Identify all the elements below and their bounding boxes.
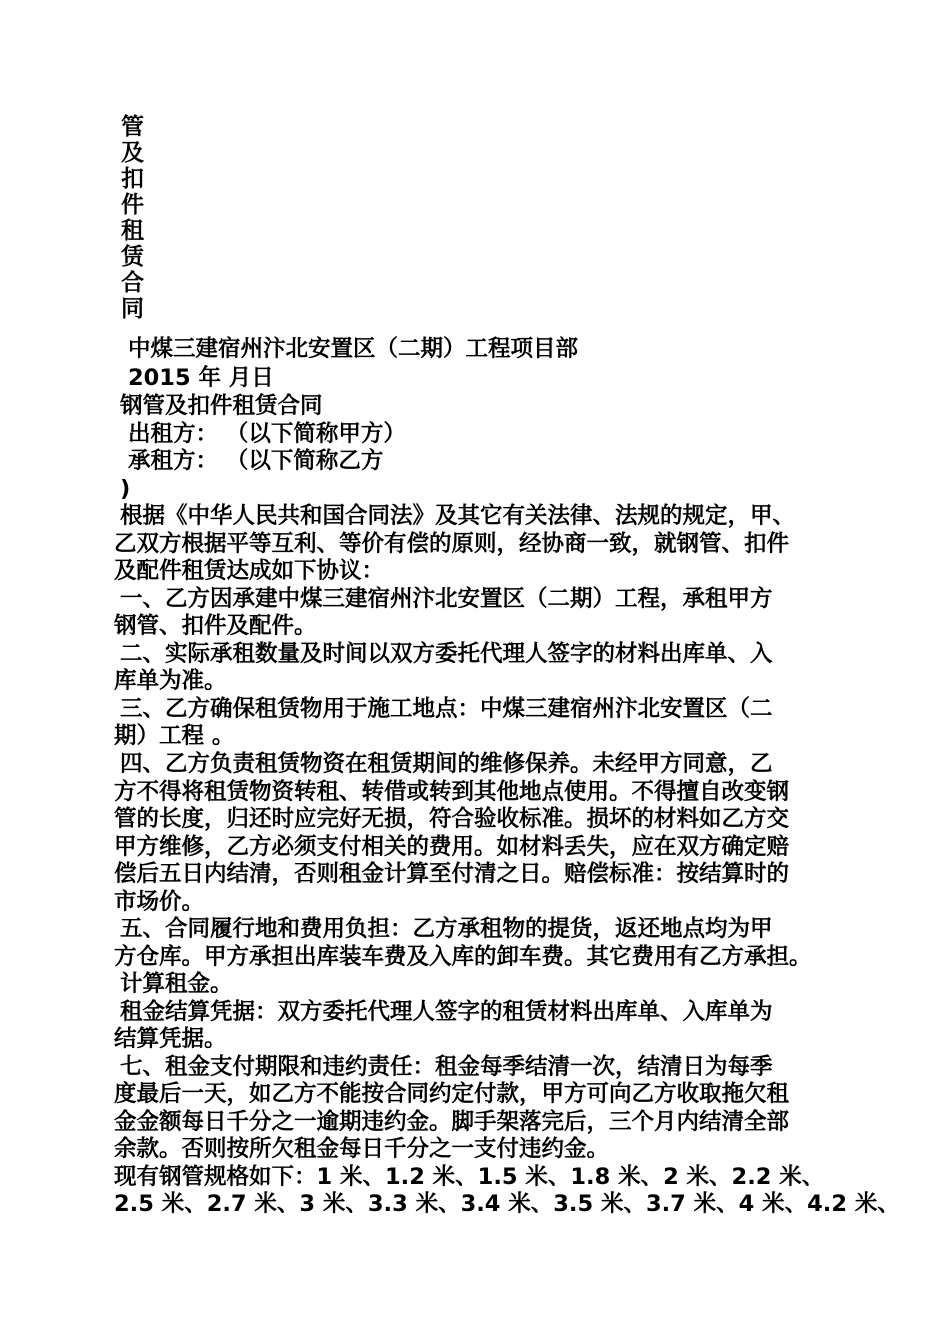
text-line: 管的长度，归还时应完好无损，符合验收标准。损坏的材料如乙方交 [114,806,790,832]
text-line: 结算凭据。 [114,1026,227,1052]
clause-three: 三、乙方确保租赁物用于施工地点：中煤三建宿州汴北安置区（二 [120,696,773,722]
vertical-title [121,114,151,322]
text-line: 方仓库。甲方承担出库装车费及入库的卸车费。其它费用有乙方承担。 [114,944,812,970]
clause-one: 一、乙方因承建中煤三建宿州汴北安置区（二期）工程，承租甲方 [120,586,773,612]
contract-title: 钢管及扣件租赁合同 [120,393,323,419]
clause-two: 二、实际承租数量及时间以双方委托代理人签字的材料出库单、入 [120,641,773,667]
title-char: 及 [121,140,144,166]
clause-five: 五、合同履行地和费用负担：乙方承租物的提货，返还地点均为甲 [120,916,773,942]
title-char: 管 [121,114,144,140]
text-line: 余款。否则按所欠租金每日千分之一支付违约金。 [114,1136,610,1162]
text-line: 钢管、扣件及配件。 [114,613,317,639]
title-char: 同 [121,296,144,322]
text-line: 及配件租赁达成如下协议： [114,558,385,584]
text-line: ) [120,476,131,502]
text-line: 根据《中华人民共和国合同法》及其它有关法律、法规的规定，甲、 [120,503,796,529]
title-char: 扣 [121,166,144,192]
rent-settlement: 租金结算凭据：双方委托代理人签字的租赁材料出库单、入库单为 [120,999,773,1025]
lessee-line: 承租方： （以下简称乙方 [128,448,384,474]
lessor-line: 出租方： （以下简称甲方） [128,421,406,447]
text-line: 度最后一天，如乙方不能按合同约定付款，甲方可向乙方收取拖欠租 [114,1081,790,1107]
clause-four: 四、乙方负责租赁物资在租赁期间的维修保养。未经甲方同意，乙 [120,751,773,777]
text-line: 库单为准。 [114,668,227,694]
text-line: 2.5 米、2.7 米、3 米、3.3 米、3.4 米、3.5 米、3.7 米、4 米、4.2 米、 [114,1191,900,1217]
text-line: 金金额每日千分之一逾期违约金。脚手架落完后，三个月内结清全部 [114,1109,790,1135]
text-line: 期）工程 。 [114,723,235,749]
pipe-specs: 现有钢管规格如下：1 米、1.2 米、1.5 米、1.8 米、2 米、2.2 米、 [114,1164,825,1190]
title-char: 租 [121,218,144,244]
text-line: 偿后五日内结清，否则租金计算至付清之日。赔偿标准：按结算时的 [114,861,790,887]
text-line: 甲方维修，乙方必须支付相关的费用。如材料丢失，应在双方确定赔 [114,834,790,860]
text-line: 方不得将租赁物资转租、转借或转到其他地点使用。不得擅自改变钢 [114,779,790,805]
title-char: 件 [121,192,144,218]
date-line: 2015 年 月日 [128,365,274,391]
title-char: 赁 [121,244,144,270]
text-line: 乙双方根据平等互利、等价有偿的原则，经协商一致，就钢管、扣件 [114,531,790,557]
project-department: 中煤三建宿州汴北安置区（二期）工程项目部 [128,336,579,362]
text-line: 市场价。 [114,889,205,915]
title-char: 合 [121,270,144,296]
clause-seven: 七、租金支付期限和违约责任：租金每季结清一次，结清日为每季 [120,1054,773,1080]
text-line: 计算租金。 [120,971,233,997]
